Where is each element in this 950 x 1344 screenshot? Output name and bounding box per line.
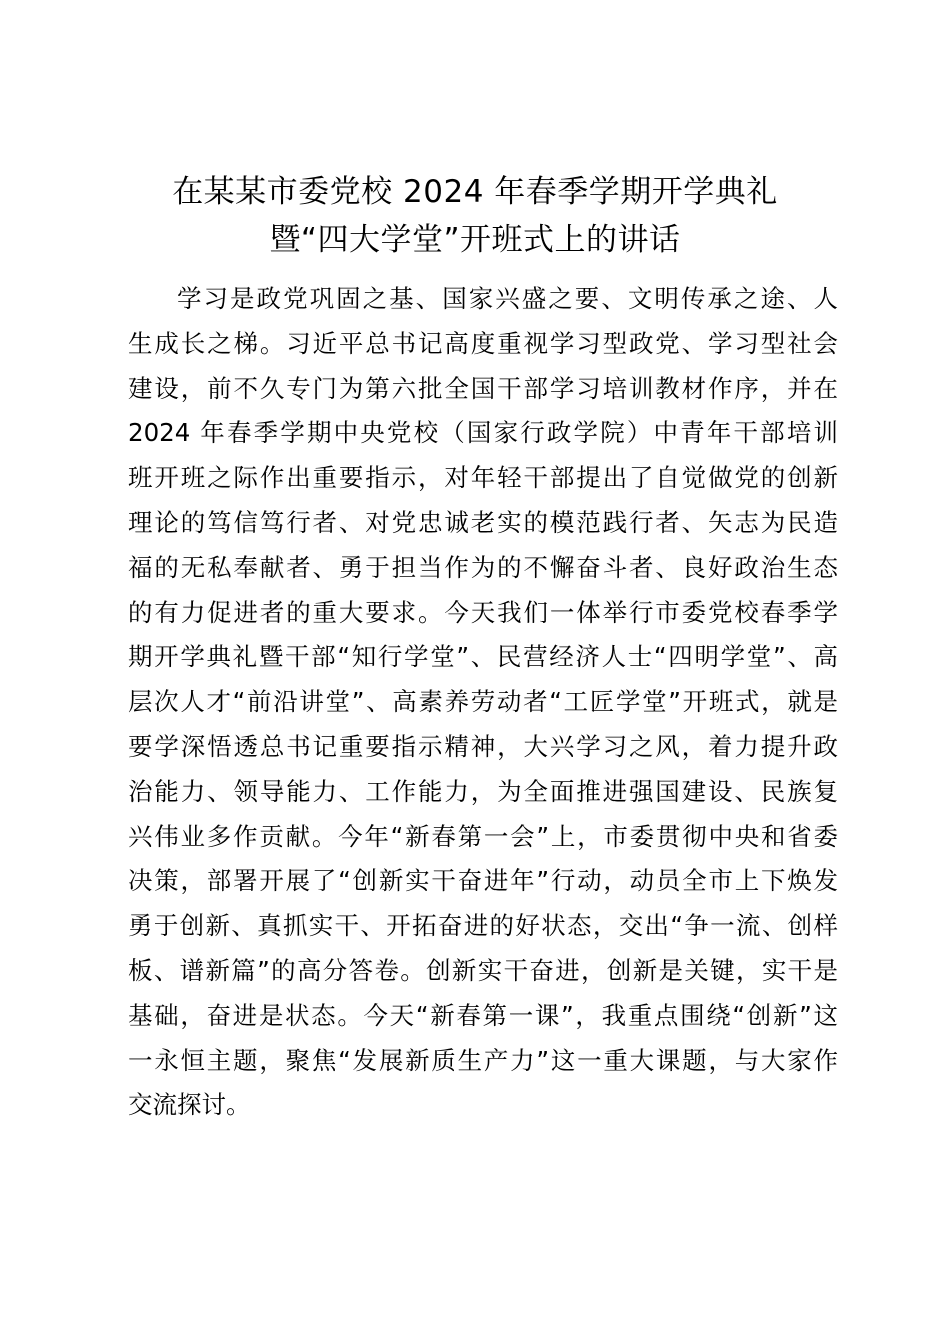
body-line: 理论的笃信笃行者、对党忠诚老实的模范践行者、矢志为民造 (128, 507, 838, 537)
body-line: 2024 年春季学期中央党校（国家行政学院）中青年干部培训 (128, 418, 838, 448)
title-line: 暨“四大学堂”开班式上的讲话 (269, 222, 681, 258)
body-line: 兴伟业多作贡献。今年“新春第一会”上，市委贯彻中央和省委 (128, 821, 838, 851)
body-line: 福的无私奉献者、勇于担当作为的不懈奋斗者、良好政治生态 (128, 552, 838, 582)
body-line: 交流探讨。 (128, 1090, 251, 1120)
body-line: 板、谱新篇”的高分答卷。创新实干奋进，创新是关键，实干是 (128, 955, 838, 985)
body-line: 要学深悟透总书记重要指示精神，大兴学习之风，着力提升政 (128, 731, 838, 761)
body-line: 决策，部署开展了“创新实干奋进年”行动，动员全市上下焕发 (128, 866, 838, 896)
body-line: 层次人才“前沿讲堂”、高素养劳动者“工匠学堂”开班式，就是 (128, 687, 838, 717)
body-line: 期开学典礼暨干部“知行学堂”、民营经济人士“四明学堂”、高 (128, 642, 838, 672)
body-line: 一永恒主题，聚焦“发展新质生产力”这一重大课题，与大家作 (128, 1045, 838, 1075)
body-line: 治能力、领导能力、工作能力，为全面推进强国建设、民族复 (128, 776, 838, 806)
body-line: 班开班之际作出重要指示，对年轻干部提出了自觉做党的创新 (128, 463, 838, 493)
document-title (100, 168, 850, 264)
body-line: 建设，前不久专门为第六批全国干部学习培训教材作序，并在 (128, 373, 838, 403)
title-line: 在某某市委党校 2024 年春季学期开学典礼 (172, 174, 778, 210)
body-line: 生成长之梯。习近平总书记高度重视学习型政党、学习型社会 (128, 328, 838, 358)
body-line: 勇于创新、真抓实干、开拓奋进的好状态，交出“争一流、创样 (128, 911, 838, 941)
body-line: 的有力促进者的重大要求。今天我们一体举行市委党校春季学 (128, 597, 838, 627)
body-line: 学习是政党巩固之基、国家兴盛之要、文明传承之途、人 (177, 284, 838, 313)
body-paragraph (128, 277, 838, 1128)
body-line: 基础，奋进是状态。今天“新春第一课”，我重点围绕“创新”这 (128, 1000, 838, 1030)
